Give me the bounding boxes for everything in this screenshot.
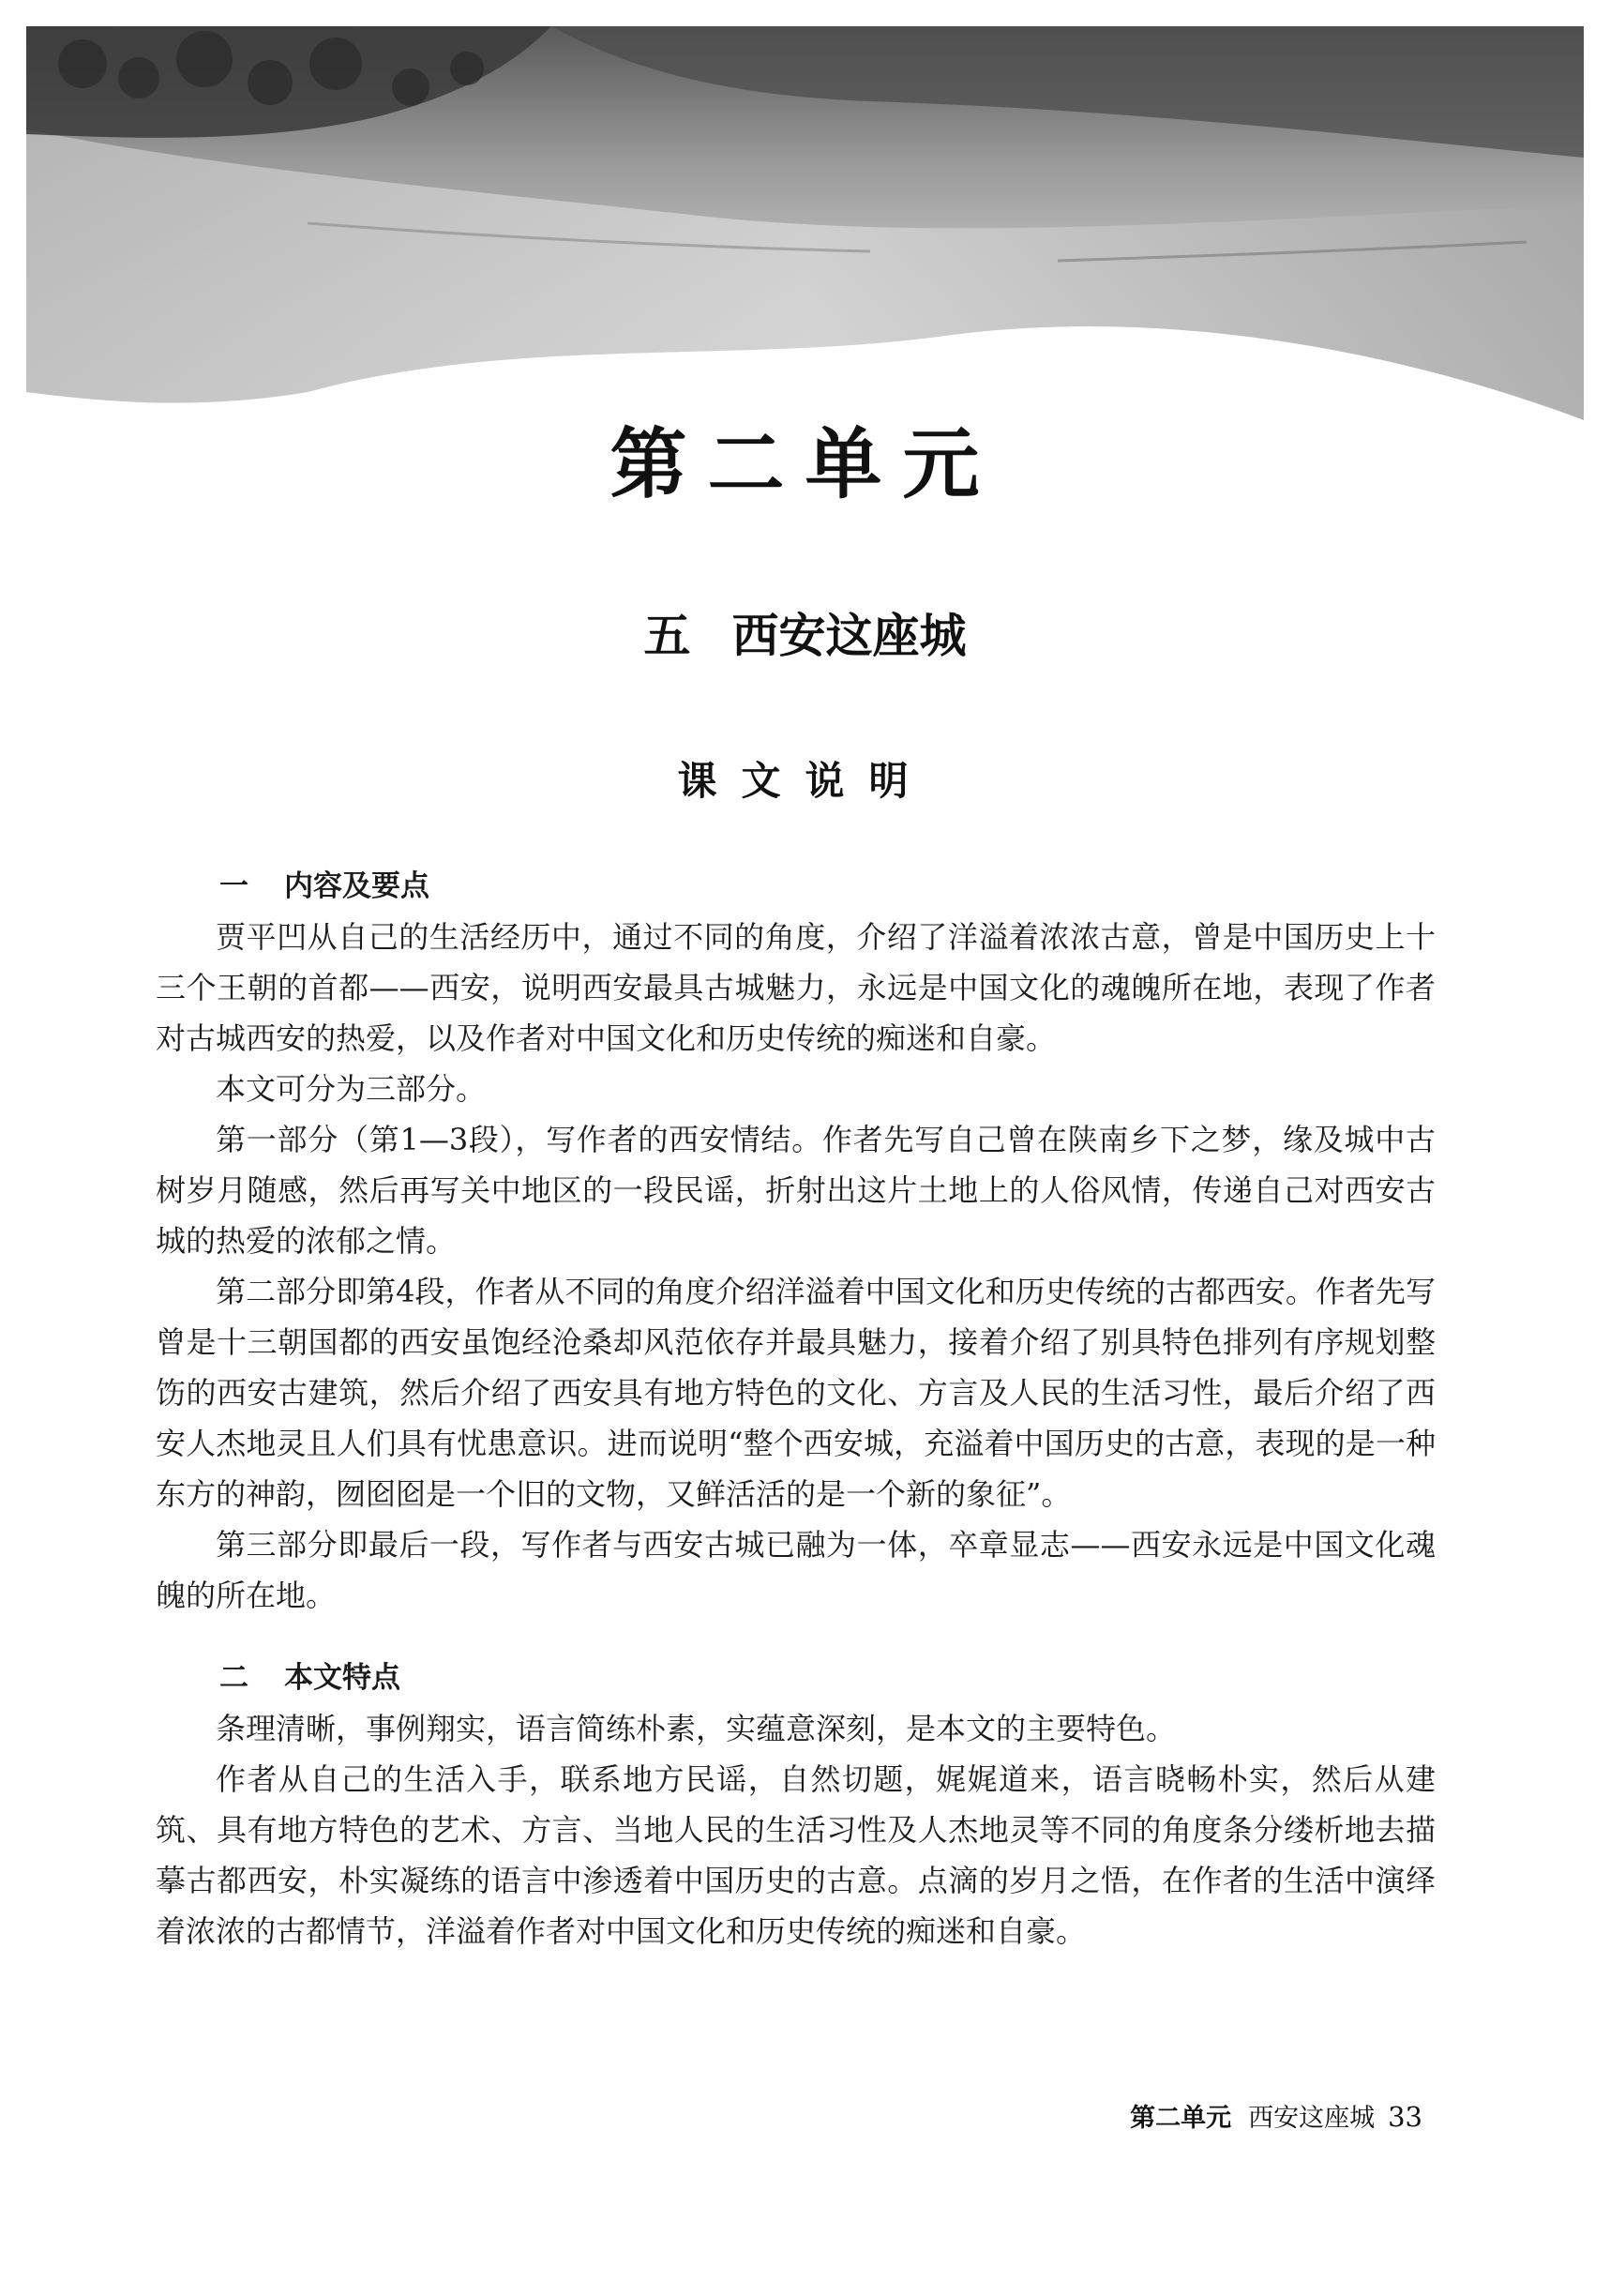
paragraph: 第三部分即最后一段，写作者与西安古城已融为一体，卒章显志——西安永远是中国文化魂魄的所在地。	[156, 1527, 1436, 1613]
lesson-name: 西安这座城	[731, 608, 967, 663]
page-number: 33	[1388, 2101, 1422, 2133]
paragraph: 第二部分即第4段，作者从不同的角度介绍洋溢着中国文化和历史传统的古都西安。作者先写曾是十三朝国都的西安虽饱经沧桑却风范依存并最具魅力，接着介绍了别具特色排列有序规划整饬的西安古建筑，然后介绍了西安具有地方特色的文化、方言及人民的生活习性，最后介绍了西安人杰地灵且人们具有忧患意识。进而说明“整个西安城，充溢着中国历史的古意，表现的是一种东方的神韵，囫囵囵是一个旧的文物，又鲜活活的是一个新的象征”。	[156, 1274, 1436, 1512]
landscape-banner-image	[26, 26, 1584, 420]
unit-title: 第二单元	[609, 419, 1001, 509]
section-heading-text: 本文特点	[284, 1661, 400, 1695]
paragraph: 条理清晰，事例翔实，语言简练朴素，实蕴意深刻，是本文的主要特色。	[216, 1711, 1177, 1746]
footer-lesson: 西安这座城	[1248, 2104, 1376, 2133]
lesson-number: 五	[643, 608, 691, 663]
section-number: 二	[219, 1661, 248, 1695]
paragraph: 本文可分为三部分。	[216, 1071, 487, 1107]
paragraph: 作者从自己的生活入手，联系地方民谣，自然切题，娓娓道来，语言晓畅朴实，然后从建筑、具有地方特色的艺术、方言、当地人民的生活习性及人杰地灵等不同的角度条分缕析地去描摹古都西安，朴实凝练的语言中渗透着中国历史的古意。点滴的岁月之悟，在作者的生活中演绎着浓浓的古都情节，洋溢着作者对中国文化和历史传统的痴迷和自豪。	[156, 1761, 1436, 1949]
section-heading	[219, 1653, 1436, 1703]
section-number: 一	[219, 869, 248, 903]
section-heading-text: 内容及要点	[284, 869, 429, 903]
lesson-title	[0, 598, 1610, 666]
lesson-explanation-body	[156, 861, 1436, 1956]
paragraph: 第一部分（第1—3段），写作者的西安情结。作者先写自己曾在陕南乡下之梦，缘及城中古树岁月随感，然后再写关中地区的一段民谣，折射出这片土地上的人俗风情，传递自己对西安古城的热爱的浓郁之情。	[156, 1122, 1436, 1259]
footer-unit: 第二单元	[1130, 2104, 1232, 2133]
section-title: 课文说明	[677, 758, 933, 804]
page-footer	[1130, 2097, 1422, 2134]
section-heading	[219, 861, 1436, 912]
paragraph: 贾平凹从自己的生活经历中，通过不同的角度，介绍了洋溢着浓浓古意，曾是中国历史上十三个王朝的首都——西安，说明西安最具古城魅力，永远是中国文化的魂魄所在地，表现了作者对古城西安的热爱，以及作者对中国文化和历史传统的痴迷和自豪。	[156, 919, 1436, 1056]
